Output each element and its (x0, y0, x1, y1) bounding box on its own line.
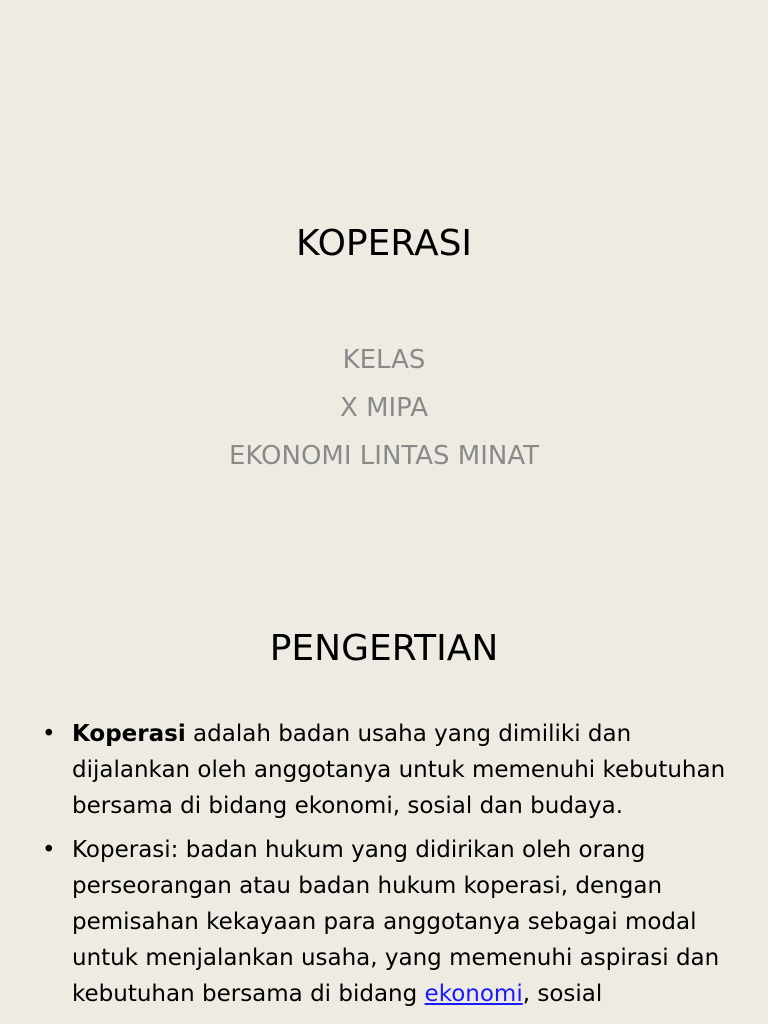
slide-subtitle (0, 336, 768, 480)
subtitle-line-subject: EKONOMI LINTAS MINAT (228, 441, 540, 471)
bullet-dot-icon: • (42, 837, 56, 863)
slide-title-heading: KOPERASI (295, 223, 473, 264)
bullet-term: Koperasi (72, 721, 186, 747)
bullet-item (40, 716, 730, 824)
bullet-text: adalah badan usaha yang dimiliki dan dijalankan oleh anggotanya untuk memenuhi kebutuhan bersama di bidang ekonomi, sosial dan budaya. (72, 721, 726, 819)
subtitle-line-grade: X MIPA (340, 393, 428, 423)
subtitle-line-class: KELAS (342, 345, 426, 375)
slide-definition-heading: PENGERTIAN (269, 628, 499, 669)
bullet-item (40, 832, 730, 1012)
bullet-dot-icon: • (42, 721, 56, 747)
definition-bullet-list (40, 716, 730, 1020)
ekonomi-link[interactable]: ekonomi (424, 981, 523, 1007)
slide-definition (0, 576, 768, 1024)
bullet-text: Koperasi: badan hukum yang didirikan oleh orang perseorangan atau badan hukum koperasi, dengan pemisahan kekayaan para anggotanya sebagai modal untuk menjalankan usaha, yang memenuhi aspirasi dan kebutuhan bersama di bidang (72, 837, 720, 1007)
bullet-text-end: , sosial (522, 981, 603, 1007)
